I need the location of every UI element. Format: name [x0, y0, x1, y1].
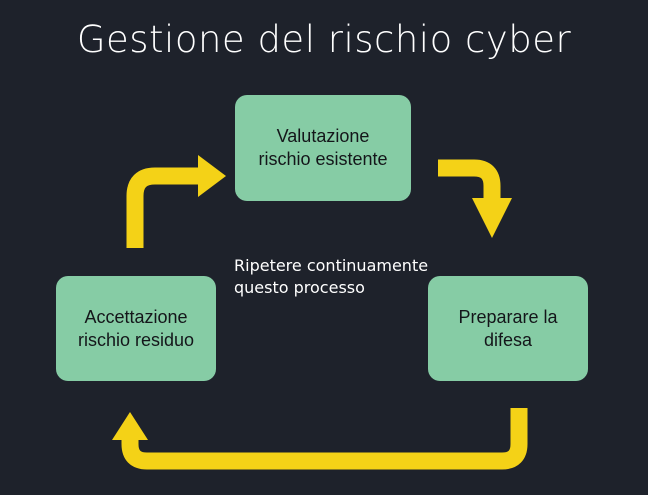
- arrow-assess-to-prepare: [438, 168, 492, 200]
- step-label-line1: Valutazione: [276, 126, 370, 146]
- step-label-line1: Accettazione: [84, 306, 188, 327]
- arrow-accept-to-assess-head: [198, 155, 226, 197]
- step-label-line1: Preparare la: [458, 306, 558, 327]
- arrow-assess-to-prepare-head: [472, 198, 512, 238]
- arrow-prepare-to-accept: [130, 408, 519, 461]
- arrow-prepare-to-accept-head: [112, 412, 148, 440]
- diagram-title: Gestione del rischio cyber: [76, 18, 572, 61]
- arrow-accept-to-assess: [135, 176, 200, 248]
- step-box-prepare-defense: [428, 276, 588, 381]
- step-label-line2: rischio esistente: [258, 149, 388, 169]
- cycle-note-line2: questo processo: [234, 278, 365, 297]
- step-box-residual-risk-acceptance: [56, 276, 216, 381]
- cycle-note-line1: Ripetere continuamente: [234, 256, 429, 275]
- cycle-note: [234, 255, 428, 299]
- step-label-line2: difesa: [483, 329, 533, 350]
- step-box-risk-assessment: [235, 95, 411, 201]
- step-label-line2: rischio residuo: [77, 329, 195, 350]
